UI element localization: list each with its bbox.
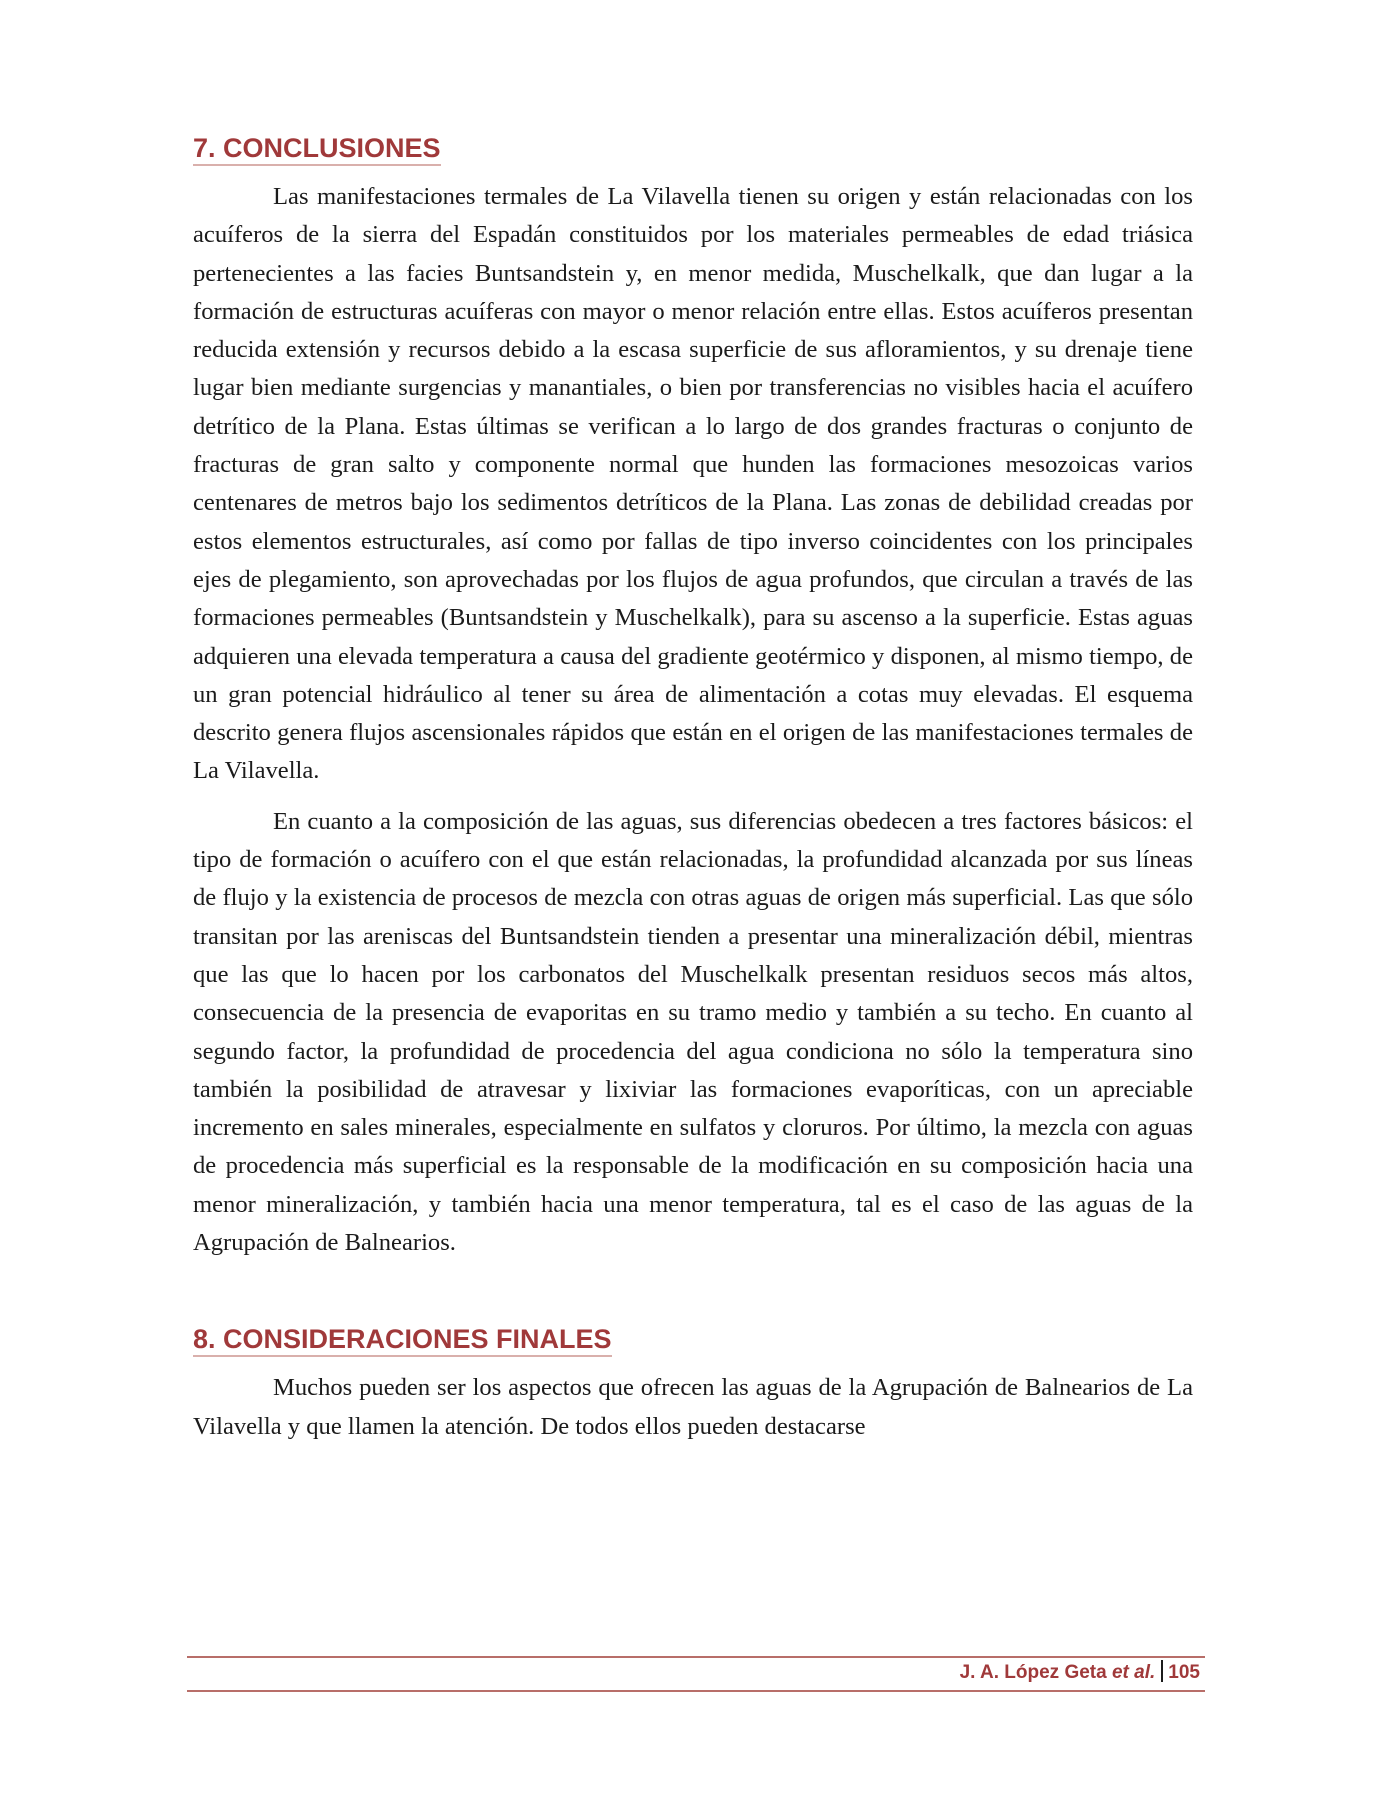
footer-rule-bottom <box>187 1690 1205 1692</box>
section-heading-consideraciones-finales <box>193 1319 1193 1359</box>
page-content <box>193 128 1193 1458</box>
footer-etal: et al. <box>1111 1662 1156 1683</box>
section-spacer <box>193 1274 1193 1319</box>
section-heading-text: 7. CONCLUSIONES <box>193 133 441 166</box>
footer-separator <box>1161 1660 1163 1682</box>
footer-rule-top <box>187 1656 1205 1658</box>
paragraph: En cuanto a la composición de las aguas, sus diferencias obedecen a tres factores básicos: el tipo de formación o acuífero con el que están relacionadas, la profundidad alcanzada por sus líneas de flujo y la existencia de procesos de mezcla con otras aguas de origen más superficial. Las que sólo transitan por las areniscas del Buntsandstein tienden a presentar una mineralización débil, mientras que las que lo hacen por los carbonatos del Muschelkalk presentan residuos secos más altos, consecuencia de la presencia de evaporitas en su tramo medio y también a su techo. En cuanto al segundo factor, la profundidad de procedencia del agua condiciona no sólo la temperatura sino también la posibilidad de atravesar y lixiviar las formaciones evaporíticas, con un apreciable incremento en sales minerales, especialmente en sulfatos y cloruros. Por último, la mezcla con aguas de procedencia más superficial es la responsable de la modificación en su composición hacia una menor mineralización, y también hacia una menor temperatura, tal es el caso de las aguas de la Agrupación de Balnearios. <box>193 807 1193 1257</box>
footer-author: J. A. López Geta <box>959 1662 1107 1683</box>
page-footer <box>960 1660 1200 1686</box>
section-heading-conclusiones <box>193 128 1193 168</box>
paragraph: Las manifestaciones termales de La Vilavella tienen su origen y están relacionadas con los acuíferos de la sierra del Espadán constituidos por los materiales permeables de edad triásica pertenecientes a las facies Buntsandstein y, en menor medida, Muschelkalk, que dan lugar a la formación de estructuras acuíferas con mayor o menor relación entre ellas. Estos acuíferos presentan reducida extensión y recursos debido a la escasa superficie de sus afloramientos, y su drenaje tiene lugar bien mediante surgencias y manantiales, o bien por transferencias no visibles hacia el acuífero detrítico de la Plana. Estas últimas se verifican a lo largo de dos grandes fracturas o conjunto de fracturas de gran salto y componente normal que hunden las formaciones mesozoicas varios centenares de metros bajo los sedimentos detríticos de la Plana. Las zonas de debilidad creadas por estos elementos estructurales, así como por fallas de tipo inverso coincidentes con los principales ejes de plegamiento, son aprovechadas por los flujos de agua profundos, que circulan a través de las formaciones permeables (Buntsandstein y Muschelkalk), para su ascenso a la superficie. Estas aguas adquieren una elevada temperatura a causa del gradiente geotérmico y disponen, al mismo tiempo, de un gran potencial hidráulico al tener su área de alimentación a cotas muy elevadas. El esquema descrito genera flujos ascensionales rápidos que están en el origen de las manifestaciones termales de La Vilavella. <box>193 183 1193 785</box>
section-heading-text: 8. CONSIDERACIONES FINALES <box>193 1324 612 1357</box>
paragraph: Muchos pueden ser los aspectos que ofrecen las aguas de la Agrupación de Balnearios de La Vilavella y que llamen la atención. De todos ellos pueden destacarse <box>193 1374 1193 1440</box>
page-number: 105 <box>1168 1662 1200 1683</box>
